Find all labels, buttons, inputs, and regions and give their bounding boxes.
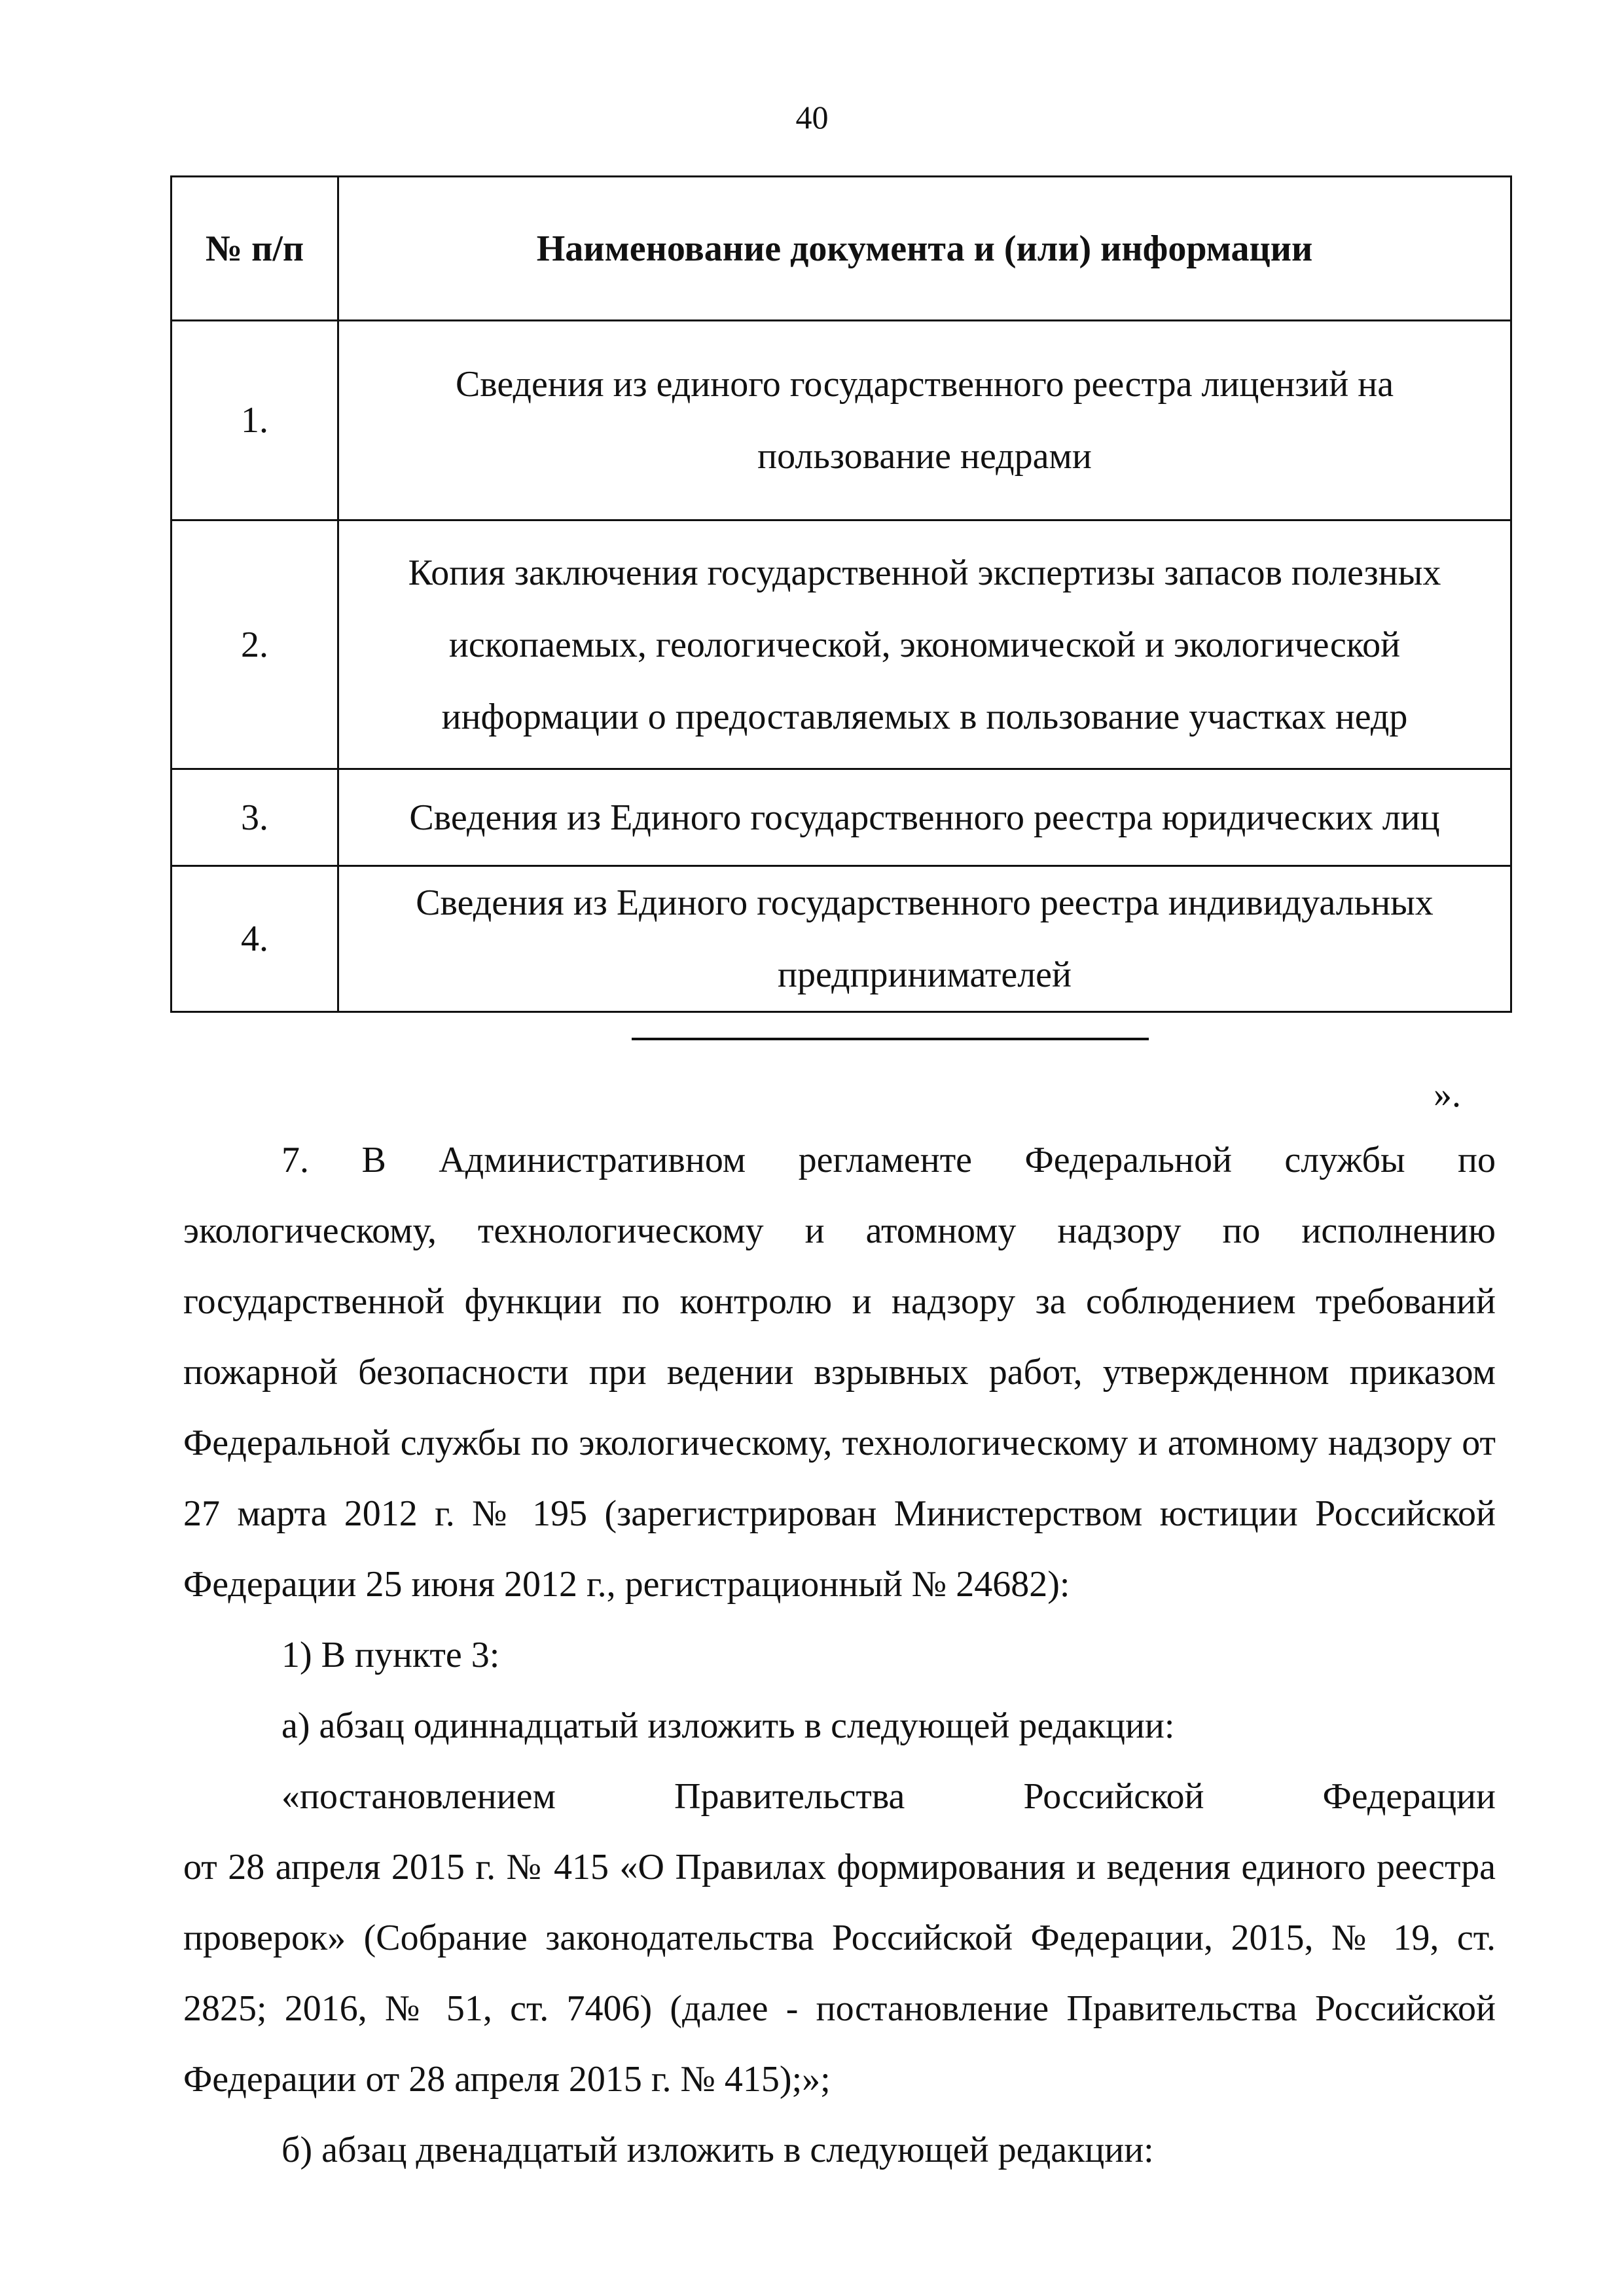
row-text: Сведения из Единого государственного реестра индивидуальных предпринимателей [338, 866, 1511, 1012]
table-row [171, 769, 1511, 866]
row-number: 3. [171, 769, 338, 866]
row-number: 2. [171, 520, 338, 769]
table-row [171, 866, 1511, 1012]
closing-quote: ». [1434, 1074, 1461, 1115]
paragraph-subitem-1: 1) В пункте 3: [281, 1635, 500, 1675]
table-row [171, 321, 1511, 520]
row-number: 1. [171, 321, 338, 520]
header-document-name: Наименование документа и (или) информации [338, 177, 1511, 321]
row-text: Копия заключения государственной экспертизы запасов полезных ископаемых, геологической, экономической и экологической информации о предоставляемых в пользование участках недр [338, 520, 1511, 769]
documents-table [170, 175, 1512, 1013]
paragraph-item-7: 7. В Административном регламенте Федеральной службы по экологическому, технологическому и атомному надзору по исполнению государственной функции по контролю и надзору за соблюдением требований пожарной безопасности при ведении взрывных работ, утвержденном приказом Федеральной службы по экологическому, технологическому и атомному надзору от 27 марта 2012 г. № 195 (зарегистрирован Министерством юстиции Российской Федерации 25 июня 2012 г., регистрационный № 24682): [183, 1140, 1496, 1605]
paragraph-quote-body: от 28 апреля 2015 г. № 415 «О Правилах формирования и ведения единого реестра проверок» (Собрание законодательства Российской Федерации, 2015, № 19, ст. 2825; 2016, № 51, ст. 7406) (далее - постановление Правительства Российской Федерации от 28 апреля 2015 г. № 415);»; [183, 1847, 1496, 2100]
body-text [183, 1125, 1496, 2185]
page-number: 40 [795, 99, 829, 136]
table-header-row [171, 177, 1511, 321]
header-number: № п/п [171, 177, 338, 321]
row-text: Сведения из Единого государственного реестра юридических лиц [338, 769, 1511, 866]
paragraph-subitem-b: б) абзац двенадцатый изложить в следующей редакции: [281, 2130, 1154, 2170]
row-number: 4. [171, 866, 338, 1012]
table-row [171, 520, 1511, 769]
paragraph-subitem-a: а) абзац одиннадцатый изложить в следующей редакции: [281, 1705, 1175, 1746]
paragraph-quote-start: «постановлением Правительства Российской Федерации [281, 1776, 1496, 1817]
separator-line [632, 1038, 1149, 1040]
row-text: Сведения из единого государственного реестра лицензий на пользование недрами [338, 321, 1511, 520]
